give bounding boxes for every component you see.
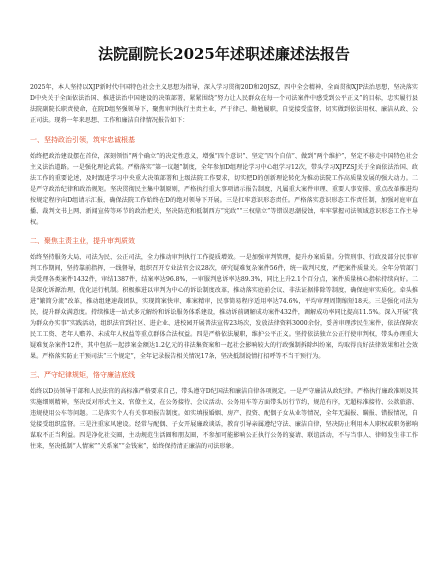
section-paragraph-integrity: 始终以D员领导干部和人民法官的高标准严格要求自己，带头遵守D纪国法和廉洁自律各项规定。一是严守廉洁从政纪律。严格执行廉政准则及其实施细则精神，坚决反对形式主义、官僚主义，在公务接待、会议活动、公务用车等方面带头厉行节约，规范有序，无超标准接待、公款旅游、违规使用公车等问题。二是落实个人有关事项报告制度。如实填报婚姻、房产、投资、配偶子女从业等情况，全年无漏报、瞒报、错报情况，自觉接受组织监督。三是注重家风建设。经常与配偶、子女开展廉政谈话，教育引导亲属遵纪守法、廉洁自律，坚决防止利用本人职权或职务影响谋取不正当利益。四是净化社交圈，主动规范生活圈和朋友圈，不参加可能影响公正执行公务的宴请、联谊活动，不与当事人、律师发生非工作往来，坚决抵制“人情案”“关系案”“金钱案”，始终保持清正廉洁的司法形象。 (30, 388, 418, 450)
section-paragraph-political: 始终把政治建设摆在首位，深刻领悟“两个确立”的决定性意义，增强“四个意识”、坚定“四个自信”、做到“两个维护”，坚定不移走中国特色社会主义法治道路。一是强化理论武装。严格落实“第一议题”制度，全年参加D组理论学习中心组学习12次，带头学习XJPZSJ关于全面依法治国、政法工作的重要论述，及时跟进学习中央重大决策部署和上级法院工作要求，切实把D的创新理论转化为推动法院工作高质量发展的强大动力。二是严守政治纪律和政治规矩。坚决贯彻民主集中制原则，严格执行重大事项请示报告制度，凡属重大案件审理、重要人事安排、重点改革推进均按规定程序向D组请示汇报，确保法院工作始终在D的绝对领导下开展。三是扛牢意识形态责任。严格落实意识形态工作责任制，加强对庭审直播、裁判文书上网、新闻宣传等环节的政治把关，坚决防范和抵制西方“宪政”“三权鼎立”等错误思潮侵蚀，牢牢掌握司法领域意识形态工作主导权。 (30, 153, 418, 226)
section-heading-trial-work: 二、聚焦主责主业，提升审判质效 (30, 237, 135, 245)
intro-paragraph: 2025年，本人坚持以XJP新时代中国特色社会主义思想为指导，深入学习贯彻20D和20JSZ，四中全会精神，全面贯彻XJP法治思想，坚决落实D中央关于全面依法治国、推进法治中国建设的决策部署，紧紧围绕“努力让人民群众在每一个司法案件中感受到公平正义”的目标，忠实履行县法院副院长职责使命，在院D组坚强领导下，聚焦审判执行主责主业，严于律己、勤勉履职，自觉接受监督，切实做到依法用权、廉洁从政、公正司法。现将一年来思想、工作和廉洁自律情况报告如下： (30, 84, 418, 124)
section-heading-integrity: 三、严守纪律规矩，恪守廉洁底线 (30, 371, 135, 379)
section-paragraph-trial-work: 始终坚持服务大局、司法为民、公正司法，全力推动审判执行工作提质增效。一是加强审判管理，提升办案质量。分管刑事、行政及部分民事审判工作期间，坚持靠前指挥，一线督导，组织召开专业法官会议28次，研究疑难复杂案件56件，统一裁判尺度，严把案件质量关。全年分管部门共受理各类案件1432件，审结1387件，结案率达96.8%，一审服判息诉率达89.3%，同比上升2.1个百分点，案件质量核心指标持续向好。二是深化诉源治理，优化运行机制。积极推进以审判为中心的诉讼制度改革，推动落实庭前会议、非法证据排除等制度，确保庭审实质化。牵头推进“繁简分流”改革，推动组建速裁团队，实现简案快审、难案精审，民事简易程序适用率达74.6%，平均审理周期缩短18天。三是强化司法为民，提升群众满意度。持续推进一站式多元解纷和诉讼服务体系建设，推动诉前调解成功案件432件，调解成功率同比提高11.5%。深入开展“我为群众办实事”实践活动，组织法官到社区、进企业、进校园开展普法宣传23场次，发放法律资料3000余份，妥善审理涉民生案件，依法保障农民工工资、老年人赡养、未成年人权益等重点群体合法权益。四是严格依法履职，维护公平正义。坚持依法独立公正行使审判权，带头办理重大疑难复杂案件12件，其中包括一起涉案金额达1.2亿元的非法集资案和一起社会影响较大的行政强制拆除纠纷案，均取得良好法律效果和社会效果。严格落实防止干预司法“三个规定”，全年记录报告相关情况17条，坚决抵制说情打招呼等不当干预行为。 (30, 254, 418, 360)
document-title: 法院副院长2025年述职述廉述法报告 (98, 45, 350, 63)
section-heading-political: 一、坚持政治引领，筑牢忠诚根基 (30, 136, 135, 144)
